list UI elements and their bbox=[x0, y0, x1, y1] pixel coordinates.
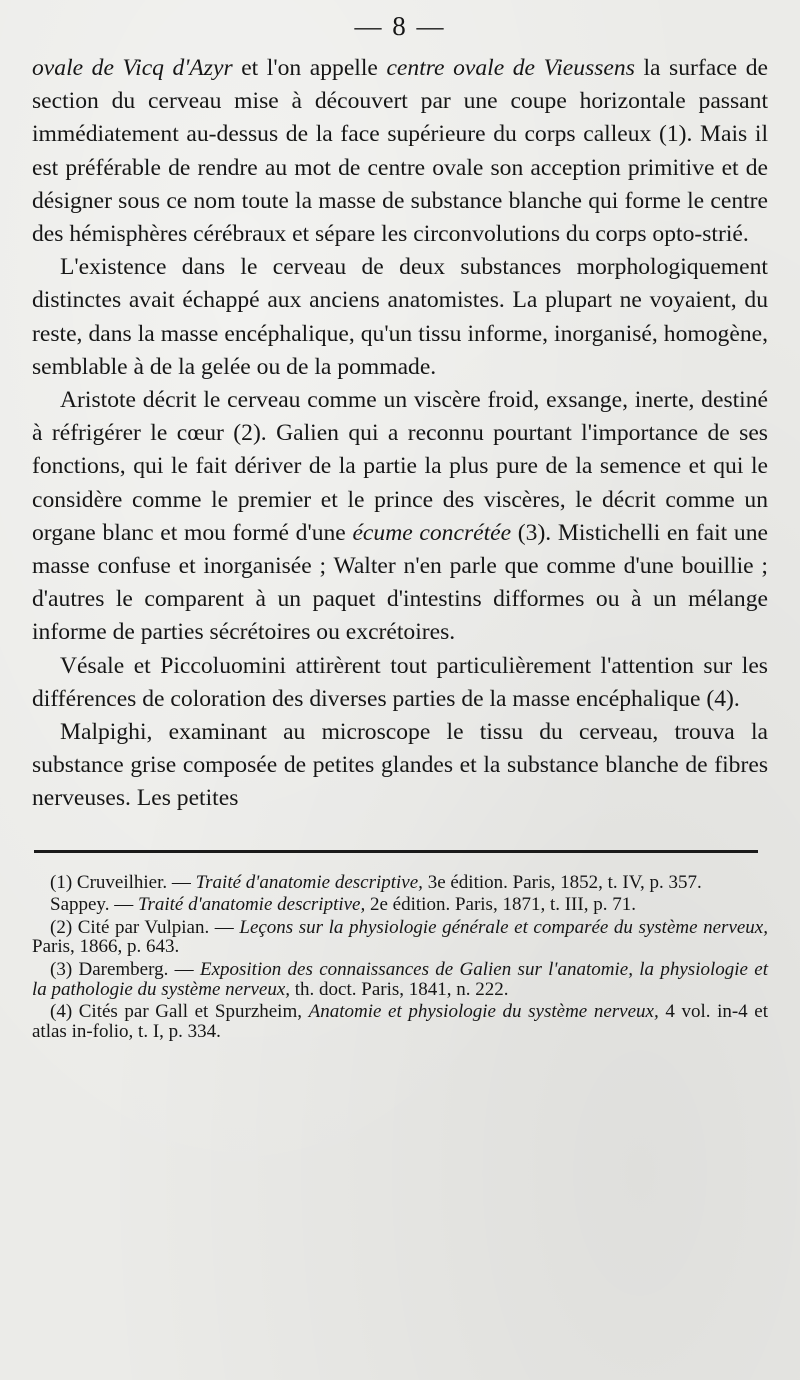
italic-text: Exposition des connaissances de Galien sur l'anatomie, la physiologie et la pathologie du système nerveux, bbox=[32, 959, 768, 1000]
page-number: — 8 — bbox=[354, 11, 446, 41]
text-run: (4) Cités par Gall et Spurzheim, bbox=[50, 1001, 309, 1023]
text-run: Vésale et Piccoluomini attirèrent tout particulièrement l'attention sur les différences de coloration des diverses parties de la masse encéphalique (4). bbox=[32, 652, 768, 712]
text-run: L'existence dans le cerveau de deux substances morphologiquement distinctes avait échappé aux anciens anatomistes. La plupart ne voyaient, du reste, dans la masse encéphalique, qu'un tissu informe, inorganisé, homogène, semblable à de la gelée ou de la pommade. bbox=[32, 254, 768, 380]
text-run: 4 vol. in-4 et atlas in-folio, t. I, p. 334. bbox=[32, 1001, 769, 1042]
paragraph bbox=[32, 52, 768, 251]
footnotes bbox=[32, 873, 768, 1042]
text-run: 2e édition. Paris, 1871, t. III, p. 71. bbox=[365, 894, 636, 916]
footnote bbox=[32, 918, 768, 957]
paragraph bbox=[32, 716, 768, 816]
body-text bbox=[32, 52, 768, 816]
italic-text: Traité d'anatomie descriptive, bbox=[195, 871, 423, 893]
text-run: (3) Daremberg. — bbox=[50, 959, 200, 981]
text-run: Paris, 1866, p. 643. bbox=[32, 936, 180, 958]
text-run: Aristote décrit le cerveau comme un viscère froid, exsange, inerte, destiné à réfrigérer le cœur (2). Galien qui a reconnu pourtant l'importance de ses fonctions, qui le fait dériver de la partie la plus pure de la semence et qui le considère comme le premier et le prince des viscères, le décrit comme un organe blanc et mou formé d'une bbox=[32, 387, 768, 546]
text-run: et l'on appelle bbox=[232, 55, 387, 81]
paragraph bbox=[32, 650, 768, 716]
footnote bbox=[32, 960, 768, 999]
italic-text: Traité d'anatomie descriptive, bbox=[137, 894, 366, 916]
paragraph bbox=[32, 384, 768, 650]
italic-text: centre ovale de Vieussens bbox=[386, 55, 635, 81]
text-run: Malpighi, examinant au microscope le tissu du cerveau, trouva la substance grise composée de petites glandes et la substance blanche de fibres nerveuses. Les petites bbox=[32, 719, 768, 812]
italic-text: Anatomie et physiologie du système nerveux, bbox=[308, 1001, 659, 1023]
paragraph bbox=[32, 251, 768, 384]
text-run: 3e édition. Paris, 1852, t. IV, p. 357. bbox=[422, 871, 702, 893]
text-run: (3). Mistichelli en fait une masse confuse et inorganisée ; Walter n'en parle que comme d'une bouillie ; d'autres le comparent à un paquet d'intestins difformes ou à un mélange informe de parties sécrétoires ou excrétoires. bbox=[32, 519, 768, 646]
italic-text: Leçons sur la physiologie générale et comparée du système nerveux, bbox=[239, 916, 768, 938]
text-run: th. doct. Paris, 1841, n. 222. bbox=[290, 978, 509, 1000]
text-run: (2) Cité par Vulpian. — bbox=[50, 916, 240, 938]
italic-text: écume concrétée bbox=[352, 519, 512, 546]
text-run: (1) Cruveilhier. — bbox=[50, 871, 196, 893]
footnote bbox=[32, 1002, 768, 1041]
footnote bbox=[32, 873, 768, 893]
footnote bbox=[32, 895, 768, 915]
text-run: la surface de section du cerveau mise à découvert par une coupe horizontale passant immédiatement au-dessus de la face supérieure du corps calleux (1). Mais il est préférable de rendre au mot de centre ovale son acception primitive et de désigner sous ce nom toute la masse de substance blanche qui forme le centre des hémisphères cérébraux et sépare les circonvolutions du corps opto-strié. bbox=[32, 55, 768, 248]
text-run: Sappey. — bbox=[50, 894, 138, 916]
italic-text: ovale de Vicq d'Azyr bbox=[32, 55, 233, 81]
footnote-divider bbox=[34, 850, 758, 853]
